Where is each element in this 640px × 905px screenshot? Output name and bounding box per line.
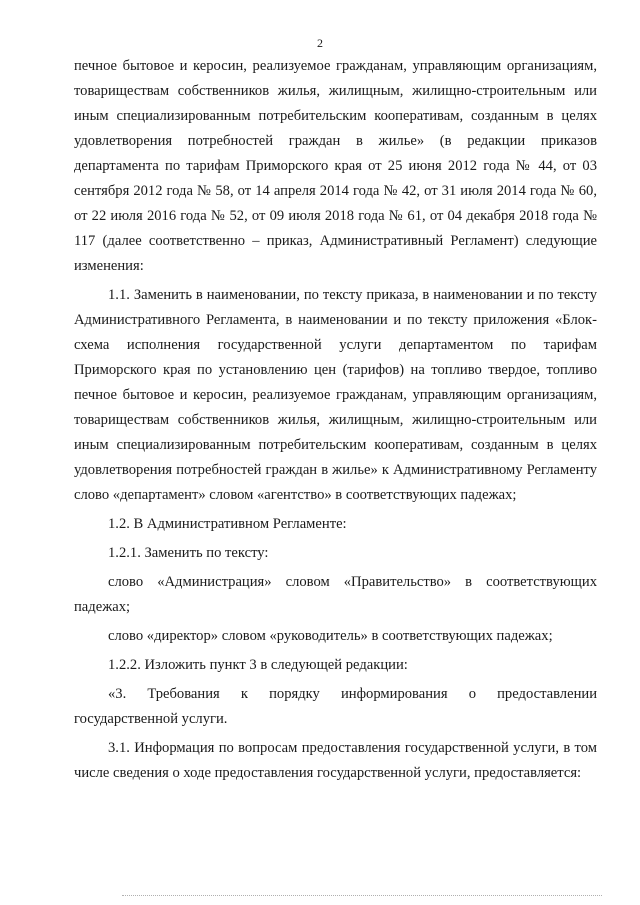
document-body xyxy=(74,54,597,786)
paragraph-replace-director: слово «директор» словом «руководитель» в соответствующих падежах; xyxy=(108,628,553,644)
paragraph-section-3-heading: «3. Требования к порядку информирования о предоставлении государственной услуги. xyxy=(74,686,597,727)
paragraph-1-2: 1.2. В Административном Регламенте: xyxy=(108,516,347,532)
paragraph-1-2-1: 1.2.1. Заменить по тексту: xyxy=(108,545,269,561)
paragraph-1-1: 1.1. Заменить в наименовании, по тексту приказа, в наименовании и по тексту Административного Регламента, в наименовании и по тексту приложения «Блок-схема исполнения государственной услуги департаментом по тарифам Приморского края по установлению цен (тарифов) на топливо твердое, топливо печное бытовое и керосин, реализуемое гражданам, управляющим организациям, товариществам собственников жилья, жилищным, жилищно-строительным или иным специализированным потребительским кооперативам, созданным в целях удовлетворения потребностей граждан в жилье» к Административному Регламенту слово «департамент» словом «агентство» в соответствующих падежах; xyxy=(74,287,597,503)
scan-edge-mark xyxy=(122,895,602,897)
paragraph-3-1: 3.1. Информация по вопросам предоставления государственной услуги, в том числе сведения о ходе предоставления государственной услуги, предоставляется: xyxy=(74,740,597,781)
page-number: 2 xyxy=(317,36,323,50)
paragraph-1-2-2: 1.2.2. Изложить пункт 3 в следующей редакции: xyxy=(108,657,408,673)
paragraph-replace-administration: слово «Администрация» словом «Правительство» в соответствующих падежах; xyxy=(74,574,597,615)
paragraph-continuation: печное бытовое и керосин, реализуемое гражданам, управляющим организациям, товариществам собственников жилья, жилищным, жилищно-строительным или иным специализированным потребительским кооперативам, созданным в целях удовлетворения потребностей граждан в жилье» (в редакции приказов департамента по тарифам Приморского края от 25 июня 2012 года № 44, от 03 сентября 2012 года № 58, от 14 апреля 2014 года № 42, от 31 июля 2014 года № 60, от 22 июля 2016 года № 52, от 09 июля 2018 года № 61, от 04 декабря 2018 года № 117 (далее соответственно – приказ, Административный Регламент) следующие изменения: xyxy=(74,58,597,274)
